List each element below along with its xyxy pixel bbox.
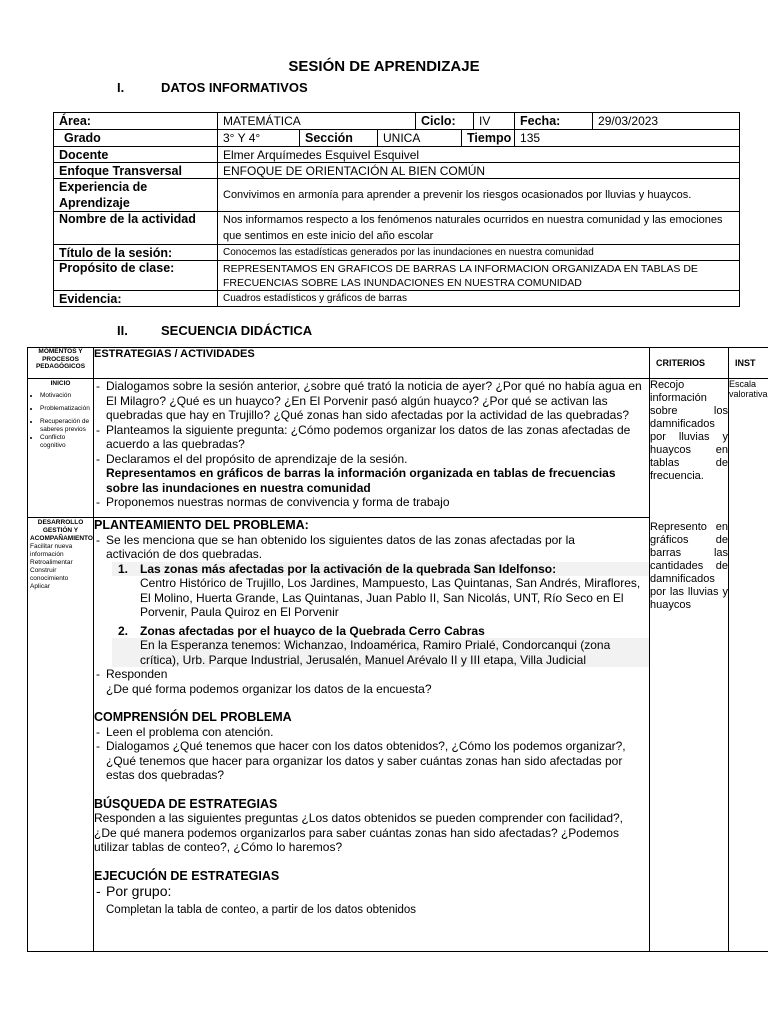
fecha-value: 29/03/2023 (593, 113, 740, 130)
experiencia-label: Experiencia de Aprendizaje (54, 179, 218, 212)
actividad-value: Nos informamos respecto a los fenómenos naturales ocurridos en nuestra comunidad y las emociones que sentimos en este inicio del año escolar (218, 212, 740, 245)
seccion-value: UNICA (378, 130, 462, 147)
desarrollo-cell (28, 518, 94, 952)
desarrollo-activities (94, 518, 650, 952)
inicio-cell (28, 379, 94, 518)
ejecucion-text: Completan la tabla de conteo, a partir de los datos obtenidos (106, 904, 417, 916)
seccion-label: Sección (300, 130, 378, 147)
list-item: - Dialogamos ¿Qué tenemos que hacer con los datos obtenidos?, ¿Cómo los podemos organizar?, ¿Qué tenemos que hacer para organizar los datos y saber cuántas zonas han sido afectadas por estas dos quebradas? (94, 739, 649, 783)
grado-value: 3° Y 4° (218, 130, 300, 147)
proposito-statement: Representamos en gráficos de barras la información organizada en tablas de frecuencias sobre las inundaciones en nuestra comunidad (106, 466, 616, 495)
list-item: - Leen el problema con atención. (94, 725, 649, 740)
comprension-title: COMPRENSIÓN DEL PROBLEMA (94, 710, 292, 724)
section-heading-1 (117, 80, 308, 95)
inicio-activities (94, 379, 650, 518)
list-item: - Se les menciona que se han obtenido los siguientes datos de las zonas afectadas por la activación de dos quebradas. (94, 533, 649, 562)
zona-title-2: 2. Zonas afectadas por el huayco de la Quebrada Cerro Cabras (118, 623, 485, 638)
proceso-item: Retroalimentar (30, 559, 73, 566)
actividad-label: Nombre de la actividad (54, 212, 218, 245)
inicio-list (94, 379, 649, 466)
desarrollo-title: DESARROLLO GESTIÓN Y ACOMPAÑAMIENTO (30, 519, 93, 542)
sequence-table (27, 347, 768, 952)
list-item: - Dialogamos sobre la sesión anterior, ¿sobre qué trató la noticia de ayer? ¿Por qué no había agua en El Milagro? ¿Qué es un huayco? ¿En El Porvenir pasó algún huayco? ¿Por qué se activan las quebradas que hay en Trujillo? ¿Qué zonas han sido afectadas por la actividad de las quebradas? (94, 379, 649, 423)
evidencia-label: Evidencia: (54, 291, 218, 307)
list-item: - Planteamos la siguiente pregunta: ¿Cómo podemos organizar los datos de las zonas afectadas de acuerdo a las quebradas? (94, 423, 649, 452)
zonas-list (94, 562, 649, 668)
criterio-desarrollo: Represento en gráficos de barras las cantidades de damnificados por las lluvias y huaycos (650, 521, 728, 611)
header-estrategias: ESTRATEGIAS / ACTIVIDADES (94, 348, 650, 379)
zona-text-1: Centro Histórico de Trujillo, Los Jardines, Mampuesto, Las Quintanas, San Andrés, Miraflores, El Molino, Huerta Grande, Las Quintanas, Juan Pablo II, San Nicolás, UNT, Río Seco en El Porvenir, Paula Quiroz en El Porvenir (140, 576, 641, 619)
info-table (53, 112, 740, 307)
proceso-item: • Recuperación de saberes previos (40, 418, 91, 434)
area-value: MATEMÁTICA (218, 113, 416, 130)
busqueda-title: BÚSQUEDA DE ESTRATEGIAS (94, 796, 278, 811)
proceso-item: • Motivación (40, 392, 91, 400)
header-momentos: MOMENTOS Y PROCESOS PEDAGÓGICOS (28, 348, 94, 379)
titulo-value: Conocemos las estadísticas generados por las inundaciones en nuestra comunidad (218, 245, 740, 261)
list-item: - Proponemos nuestras normas de convivencia y forma de trabajo (94, 495, 649, 510)
section-number: I. (117, 80, 125, 95)
section-number: II. (117, 323, 128, 338)
proceso-item: Construir conocimiento (30, 567, 69, 582)
grado-label: Grado (54, 130, 218, 147)
titulo-label: Título de la sesión: (54, 245, 218, 261)
inst-value: Escala valorativa (729, 379, 768, 399)
section-label: DATOS INFORMATIVOS (161, 80, 308, 95)
normas-list (94, 495, 649, 510)
desarrollo-procesos (30, 543, 91, 591)
section-heading-2 (117, 323, 312, 338)
header-criterios: CRITERIOS (650, 348, 729, 379)
evidencia-value: Cuadros estadísticos y gráficos de barras (218, 291, 740, 307)
header-inst: INST (729, 348, 768, 379)
list-item: - Declaramos el del propósito de aprendizaje de la sesión. (94, 452, 649, 467)
planteamiento-title: PLANTEAMIENTO DEL PROBLEMA: (94, 518, 309, 532)
planteamiento-list (94, 533, 649, 562)
ciclo-value: IV (474, 113, 515, 130)
ejecucion-title: EJECUCIÓN DE ESTRATEGIAS (94, 868, 280, 883)
docente-label: Docente (54, 147, 218, 163)
responden-question: ¿De qué forma podemos organizar los datos de la encuesta? (106, 681, 432, 696)
zona-text-2: En la Esperanza tenemos: Wichanzao, Indoamérica, Ramiro Prialé, Condorcanqui (zona crítica), Urb. Parque Industrial, Jerusalén, Manuel Arévalo II y III etapa, Villa Judicial (112, 638, 649, 667)
inicio-title: INICIO (50, 380, 71, 387)
responden-list (94, 667, 649, 682)
enfoque-label: Enfoque Transversal (54, 163, 218, 179)
ciclo-label: Ciclo: (416, 113, 474, 130)
enfoque-value: ENFOQUE DE ORIENTACIÓN AL BIEN COMÚN (218, 163, 740, 179)
section-label: SECUENCIA DIDÁCTICA (161, 323, 313, 338)
proposito-value: REPRESENTAMOS EN GRAFICOS DE BARRAS LA INFORMACION ORGANIZADA EN TABLAS DE FRECUENCIAS SOBRE LAS INUNDACIONES EN NUESTRA COMUNIDAD (218, 261, 740, 291)
area-label: Área: (54, 113, 218, 130)
fecha-label: Fecha: (515, 113, 593, 130)
tiempo-value: 135 (515, 130, 740, 147)
tiempo-label: Tiempo (462, 130, 515, 147)
criterio-inicio: Recojo información sobre los damnificados por lluvias y huaycos en tablas de frecuencia. (650, 379, 728, 482)
proceso-item: Facilitar nueva información (30, 543, 73, 558)
ejecucion-list (94, 883, 649, 900)
list-item: - Por grupo: (94, 883, 649, 900)
proceso-item: • Conflicto cognitivo (40, 434, 91, 450)
busqueda-text: Responden a las siguientes preguntas ¿Los datos obtenidos se pueden comprender con facilidad?, ¿De qué manera podemos organizarlos para saber cuántas zonas han sido afectadas? ¿Podemos utilizar tablas de conteo?, ¿Cómo lo haremos? (94, 811, 624, 854)
list-item: - Responden (94, 667, 649, 682)
proceso-item: Aplicar (30, 583, 50, 590)
zona-title-1: 1. Las zonas más afectadas por la activación de la quebrada San Idelfonso: (112, 562, 649, 577)
experiencia-value: Convivimos en armonía para aprender a prevenir los riesgos ocasionados por lluvias y huaycos. (218, 179, 740, 212)
comprension-list (94, 725, 649, 783)
criterios-cell (650, 379, 729, 952)
proceso-item: • Problematización (40, 405, 91, 413)
inicio-procesos (30, 392, 91, 450)
inst-cell (729, 379, 768, 952)
proposito-label: Propósito de clase: (54, 261, 218, 291)
page-title: SESIÓN DE APRENDIZAJE (288, 58, 480, 75)
docente-value: Elmer Arquímedes Esquivel Esquivel (218, 147, 740, 163)
